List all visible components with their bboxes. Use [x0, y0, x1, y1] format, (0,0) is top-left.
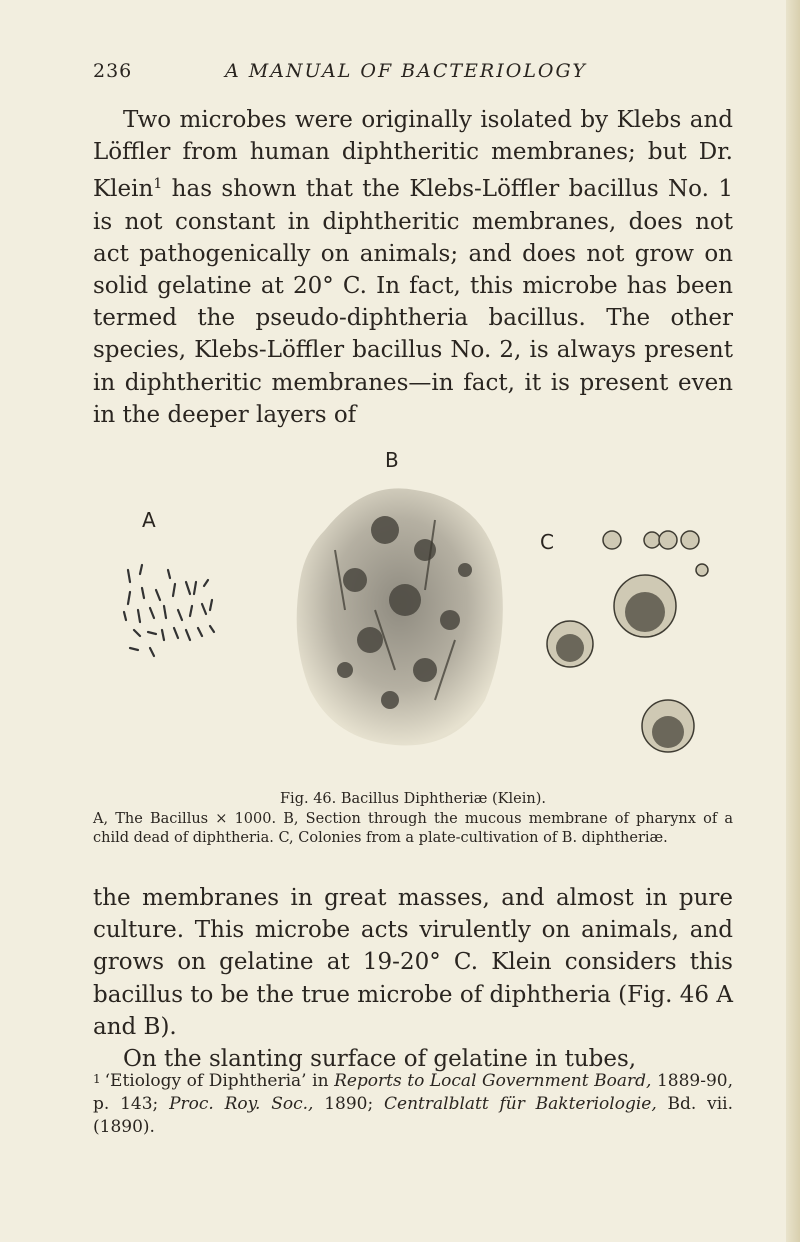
footnote-reference: 1	[153, 176, 163, 193]
paragraph-3: On the slanting surface of gelatine in tubes,	[123, 1046, 637, 1073]
figure-46	[100, 440, 740, 780]
footnote-source-1: Reports to Local Government Board,	[334, 1071, 652, 1091]
paragraph-1	[93, 104, 733, 431]
panel-a-bacilli	[120, 560, 260, 680]
figure-label-c: C	[540, 530, 554, 554]
body-text-bottom	[93, 882, 733, 1075]
figure-label-a: A	[142, 508, 156, 532]
caption-body: A, The Bacillus × 1000. B, Section through the mucous membrane of pharynx of a child dead of diphtheria. C, Colonies from a plate-cultivation of B. diphtheriæ.	[93, 810, 733, 846]
footnote-text-b: 1889-90, p. 143;	[93, 1071, 733, 1114]
paragraph-1-part2: has shown that the Klebs-Löffler bacillus No. 1 is not constant in diphtheritic membranes, does not act pathogenically on animals; and does not grow on solid gelatine at 20° C. In fact, this microbe has been termed the pseudo-diphtheria bacillus. The other species, Klebs-Löffler bacillus No. 2, is always present in diphtheritic membranes—in fact, it is present even in the deeper layers of	[93, 176, 733, 428]
figure-caption	[93, 790, 733, 849]
body-text-top	[93, 104, 733, 431]
paragraph-2: the membranes in great masses, and almost in pure culture. This microbe acts virulently on animals, and grows on gelatine at 19-20° C. Klein considers this bacillus to be the true microbe of diphtheria (Fig. 46 A and B).	[93, 885, 733, 1040]
footnote-text-c: 1890;	[313, 1094, 385, 1114]
page-edge	[786, 0, 800, 1242]
footnote-text-d: Bd. vii. (1890).	[93, 1094, 733, 1137]
footnote	[93, 1068, 733, 1139]
footnote-source-3: Centralblatt für Bakteriologie,	[384, 1094, 657, 1114]
footnote-source-2: Proc. Roy. Soc.,	[169, 1094, 314, 1114]
running-title: A MANUAL OF BACTERIOLOGY	[225, 60, 587, 82]
footnote-number: 1	[93, 1072, 101, 1086]
page-number: 236	[93, 60, 133, 82]
panel-b-tissue-section	[285, 470, 515, 760]
panel-c-colonies	[540, 520, 740, 760]
paragraph-1-part1: Two microbes were originally isolated by Klebs and Löffler from human diphtheritic membranes; but Dr. Klein	[93, 107, 733, 203]
figure-label-b: B	[385, 448, 399, 472]
caption-title: Fig. 46. Bacillus Diphtheriæ (Klein).	[280, 791, 546, 807]
footnote-text-a: ‘Etiology of Diphtheria’ in	[104, 1071, 335, 1091]
